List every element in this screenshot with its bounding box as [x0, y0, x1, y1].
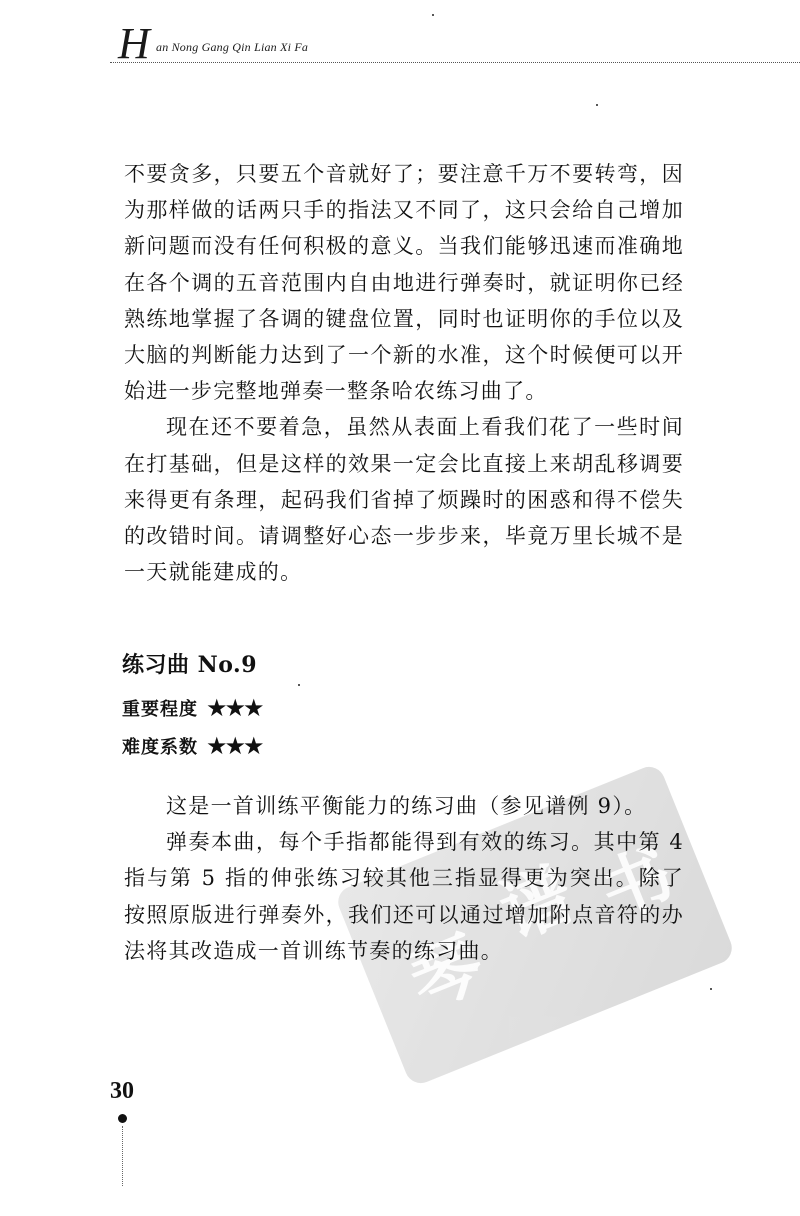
paragraph: 这是一首训练平衡能力的练习曲（参见谱例 9）。: [166, 794, 647, 818]
section-title: 练习曲 No.9: [122, 652, 258, 678]
star-rating-icon: ★★★: [206, 732, 262, 760]
header-initial: H: [118, 19, 150, 68]
paragraph: 弹奏本曲，每个手指都能得到有效的练习。其中第 4 指与第 5 指的伸张练习较其他三指显得更为突出。除了按照原版进行弹奏外，我们还可以通过增加附点音符的办法将其改造成一首训练节奏的练习曲。: [124, 830, 684, 963]
difficulty-rating: [122, 732, 262, 760]
scan-speck: [710, 988, 712, 990]
header-title: an Nong Gang Qin Lian Xi Fa: [156, 40, 309, 54]
page-marker-icon: [118, 1114, 127, 1123]
difficulty-label: 难度系数: [122, 737, 198, 758]
watermark-glyph: 书: [589, 832, 686, 936]
paragraph: 现在还不要着急，虽然从表面上看我们花了一些时间在打基础，但是这样的效果一定会比直接上来胡乱移调要来得更有条理，起码我们省掉了烦躁时的困惑和得不偿失的改错时间。请调整好心态一步步来，毕竟万里长城不是一天就能建成的。: [124, 415, 684, 585]
watermark-glyph: 谱: [488, 851, 585, 955]
scan-speck: [432, 14, 434, 16]
importance-rating: [122, 694, 262, 722]
page-number: 30: [110, 1078, 134, 1104]
star-rating-icon: ★★★: [206, 694, 262, 722]
importance-label: 重要程度: [122, 699, 198, 720]
page-marker-line: [122, 1126, 123, 1186]
scan-speck: [298, 684, 300, 686]
body-text-bottom: [124, 788, 684, 969]
body-text-top: [124, 156, 684, 590]
scan-speck: [596, 104, 598, 106]
header-rule: [110, 62, 800, 63]
watermark-glyph: 琴: [398, 920, 495, 1024]
paragraph: 不要贪多，只要五个音就好了；要注意千万不要转弯，因为那样做的话两只手的指法又不同了，这只会给自己增加新问题而没有任何积极的意义。当我们能够迅速而准确地在各个调的五音范围内自由地进行弹奏时，就证明你已经熟练地掌握了各调的键盘位置，同时也证明你的手位以及大脑的判断能力达到了一个新的水准，这个时候便可以开始进一步完整地弹奏一整条哈农练习曲了。: [124, 162, 684, 404]
